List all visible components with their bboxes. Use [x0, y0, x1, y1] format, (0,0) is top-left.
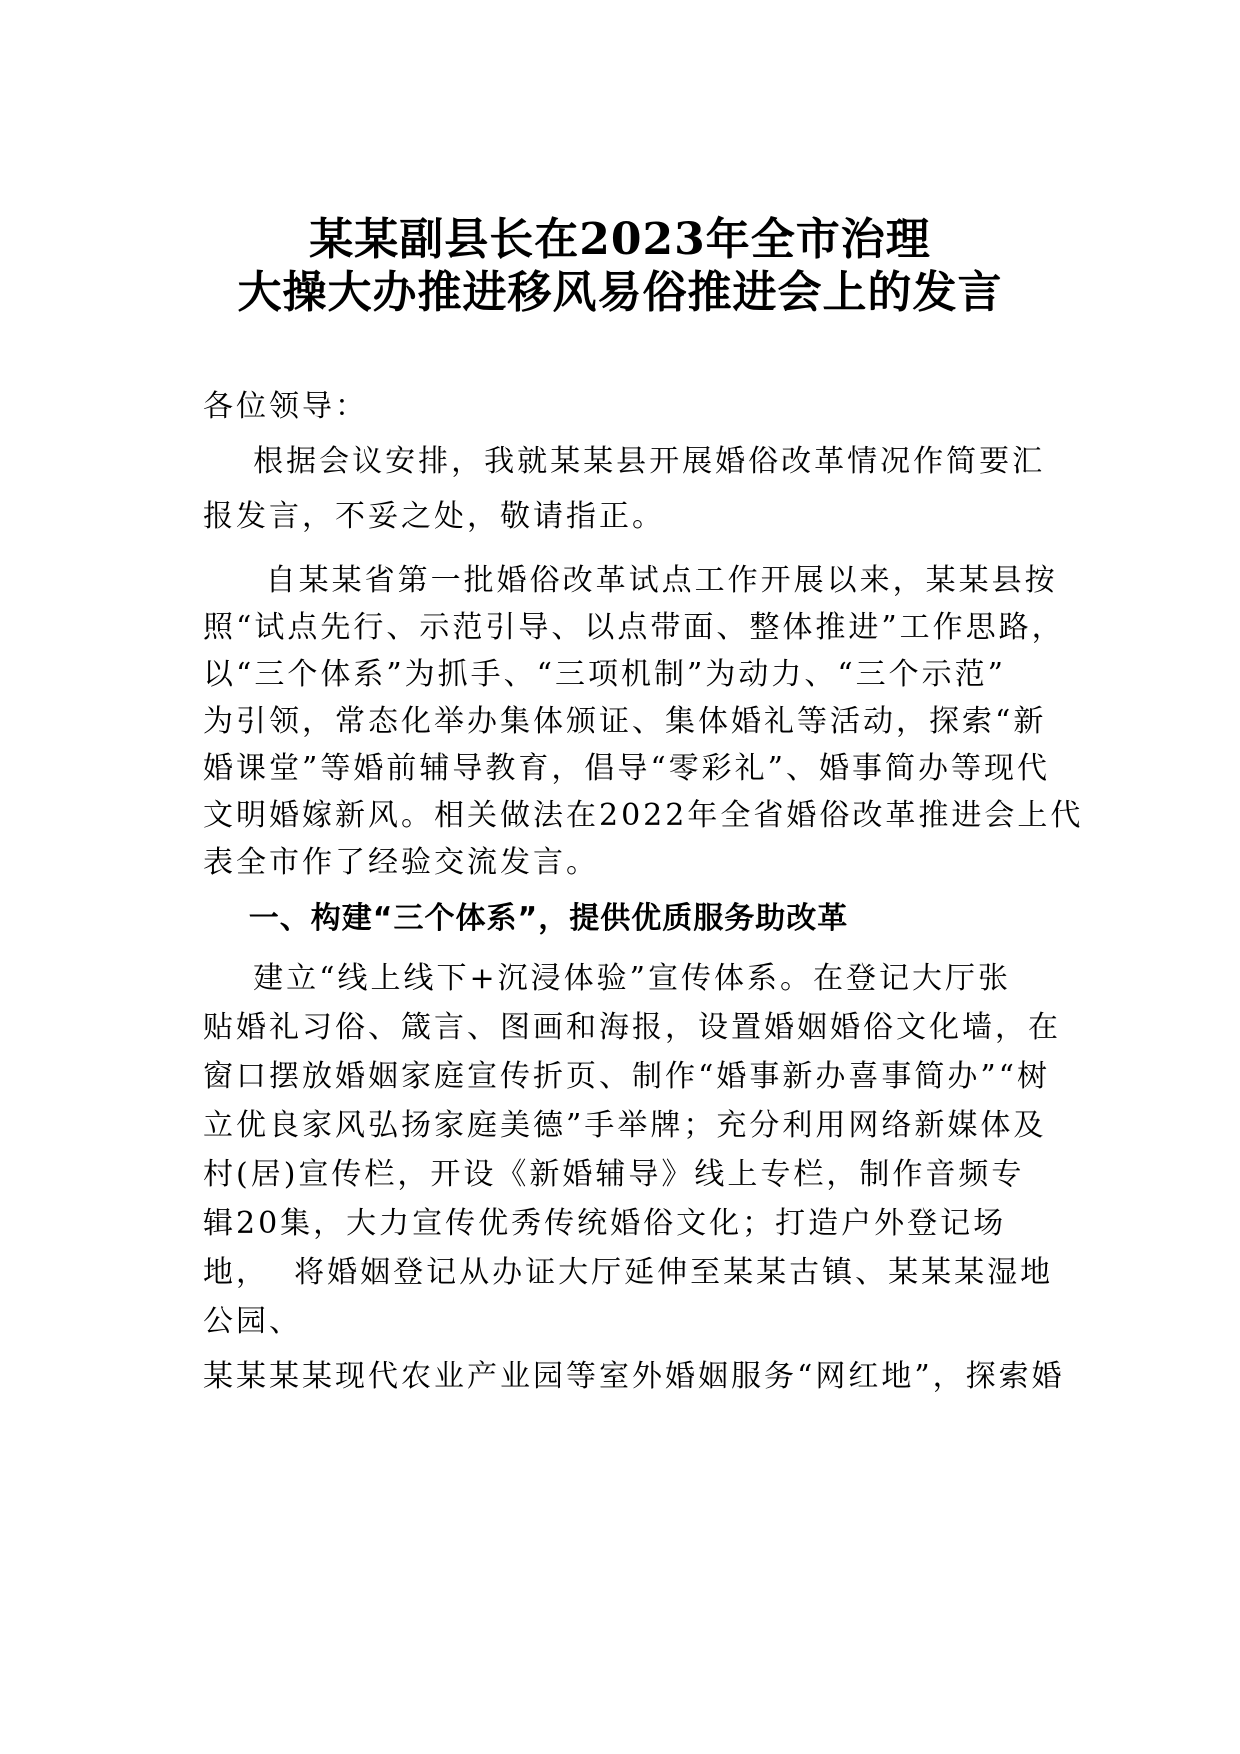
- body-line: 贴婚礼习俗、箴言、图画和海报，设置婚姻婚俗文化墙，在: [203, 1010, 1061, 1045]
- body-line: 以“三个体系”为抓手、“三项机制”为动力、“三个示范”: [203, 657, 1007, 692]
- body-line: 为引领，常态化举办集体颁证、集体婚礼等活动，探索“新: [203, 704, 1047, 739]
- body-line: 表全市作了经验交流发言。: [203, 845, 599, 880]
- body-line: 报发言，不妥之处，敬请指正。: [203, 499, 665, 534]
- document-title-line-1: 某某副县长在2023年全市治理: [309, 214, 931, 265]
- body-line: 文明婚嫁新风。相关做法在2022年全省婚俗改革推进会上代: [203, 798, 1084, 833]
- body-line: 地， 将婚姻登记从办证大厅延伸至某某古镇、某某某湿地: [203, 1255, 1054, 1290]
- body-line: 婚课堂”等婚前辅导教育，倡导“零彩礼”、婚事简办等现代: [203, 751, 1051, 786]
- body-line: 立优良家风弘扬家庭美德”手举牌；充分利用网络新媒体及: [203, 1108, 1047, 1143]
- body-line: 照“试点先行、示范引导、以点带面、整体推进”工作思路，: [203, 610, 1065, 645]
- body-line: 某某某某现代农业产业园等室外婚姻服务“网红地”，探索婚: [203, 1359, 1065, 1394]
- salutation: 各位领导：: [203, 389, 368, 424]
- body-line: 公园、: [203, 1304, 302, 1339]
- body-line: 窗口摆放婚姻家庭宣传折页、制作“婚事新办喜事简办”“树: [203, 1059, 1051, 1094]
- body-line: 根据会议安排，我就某某县开展婚俗改革情况作简要汇: [203, 444, 1046, 479]
- body-line: 自某某省第一批婚俗改革试点工作开展以来，某某县按: [203, 563, 1058, 598]
- body-line: 建立“线上线下+沉浸体验”宣传体系。在登记大厅张: [203, 961, 1011, 996]
- document-title-line-2: 大操大办推进移风易俗推进会上的发言: [237, 267, 1003, 318]
- body-line: 辑20集，大力宣传优秀传统婚俗文化；打造户外登记场: [203, 1206, 1007, 1241]
- body-line: 村(居)宣传栏，开设《新婚辅导》线上专栏，制作音频专: [203, 1157, 1025, 1192]
- section-heading: 一、构建“三个体系”，提供优质服务助改革: [203, 901, 849, 936]
